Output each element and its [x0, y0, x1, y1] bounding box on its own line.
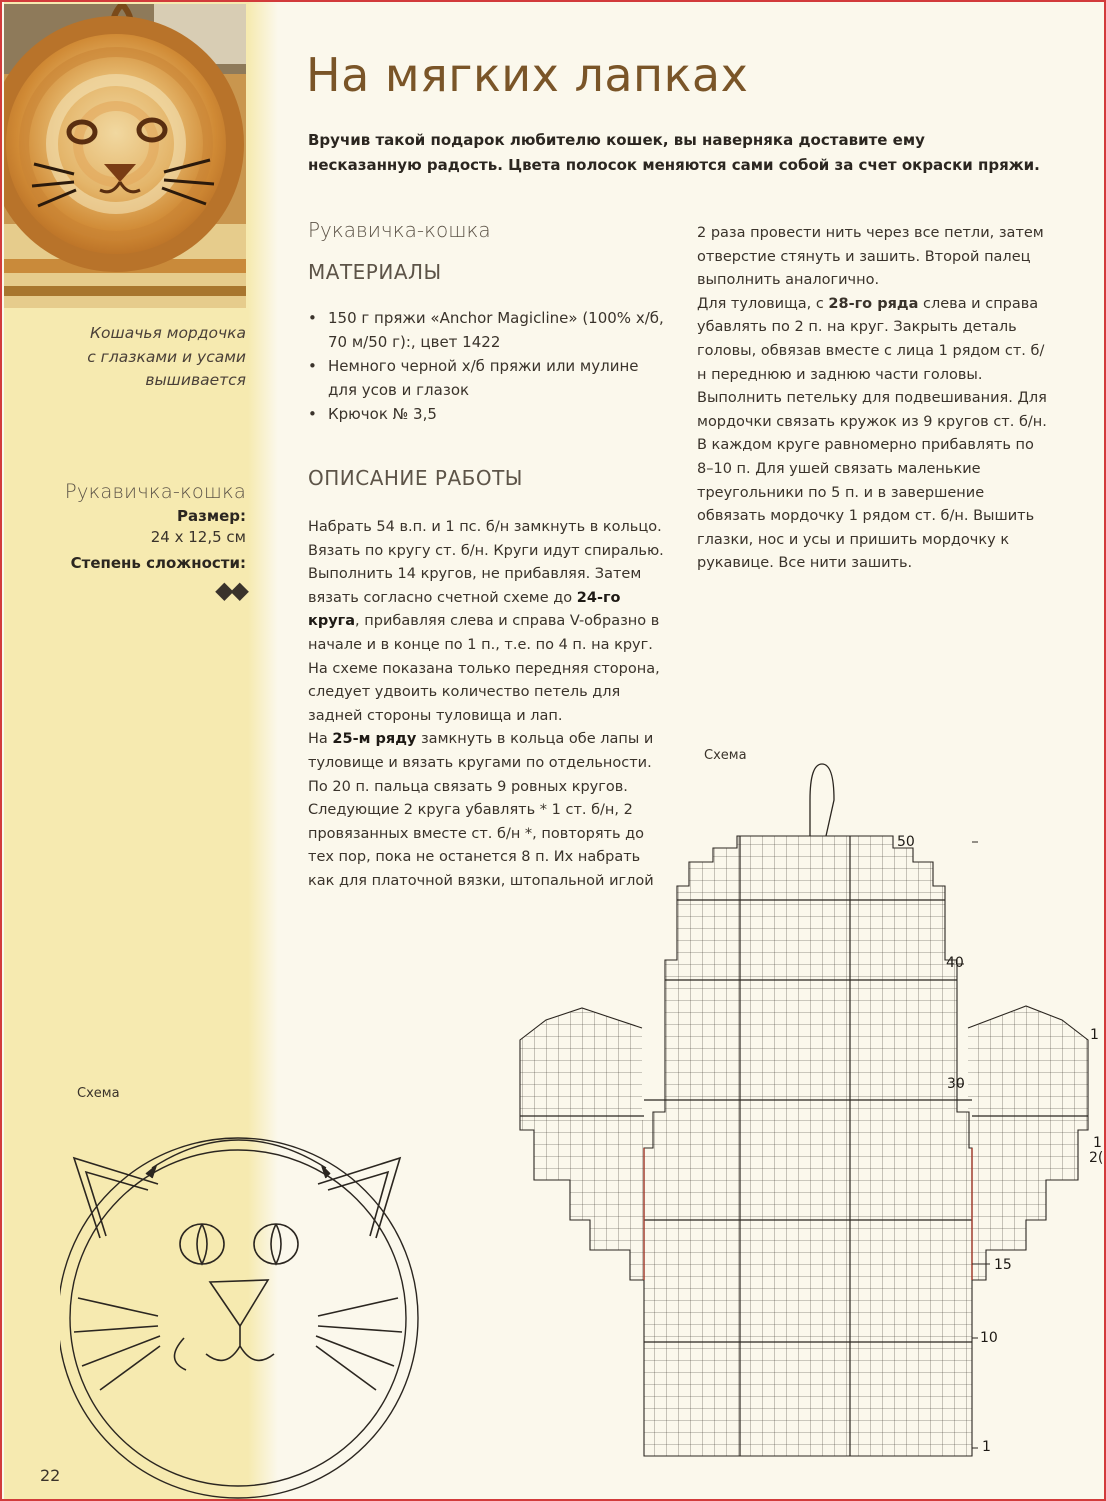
article-column-2 — [697, 222, 1049, 576]
text-run: слева и справа убавлять по 2 п. на круг. Закрыть деталь головы, обвязав вместе с лица 1 рядом ст. б/н переднюю и заднюю части головы. Выполнить петельку для подвешивания. Для мордочки связать кружок из 9 кругов ст. б/н. В каждом круге равномерно прибавлять по 8–10 п. Для ушей связать маленькие треугольники по 5 п. и в завершение обвязать мордочку 1 рядом ст. б/н. Вышить глазки, нос и усы и пришить мордочку к рукавице. Все нити зашить. — [697, 295, 1047, 572]
difficulty-diamonds: ◆◆ — [215, 576, 246, 604]
text-run: замкнуть в кольца обе лапы и туловище и вязать кругами по отдельности. По 20 п. пальца связать 9 ровных кругов. Следующие 2 круга убавлять * 1 ст. б/н, 2 провязанных вместе ст. б/н *, повторять до тех пор, пока не останется 8 п. Их набрать как для платочной вязки, штопальной иглой — [308, 731, 654, 889]
caption-line: вышивается — [145, 371, 246, 389]
continued-paragraph: 2 раза провести нить через все петли, затем отверстие стянуть и зашить. Второй палец выполнить аналогично. — [697, 225, 1044, 289]
size-value: 24 х 12,5 см — [150, 528, 246, 546]
materials-list — [308, 306, 664, 426]
cat-mitten-photo — [4, 4, 246, 308]
difficulty-label: Степень сложности: — [70, 554, 246, 572]
bold-run: 28-го ряда — [828, 295, 919, 312]
work-paragraph — [308, 516, 664, 728]
size-label: Размер: — [176, 507, 246, 525]
body-paragraph — [697, 293, 1049, 576]
cat-face-scheme — [60, 1120, 420, 1500]
mitten-grid-scheme — [510, 760, 1106, 1480]
bold-run: 24-го круга — [308, 589, 621, 630]
row-mark-40: 40 — [946, 955, 964, 971]
work-heading: ОПИСАНИЕ РАБОТЫ — [308, 466, 523, 490]
row-mark-30: 30 — [947, 1076, 965, 1092]
row-mark-10: 10 — [980, 1330, 998, 1346]
text-run: , прибавляя слева и справа V-образно в начале и в конце по 1 п., т.е. по 4 п. на круг. На схеме показана только передняя сторона, следует удвоить количество петель для задней стороны туловища и лап. — [308, 613, 660, 724]
materials-heading: МАТЕРИАЛЫ — [308, 260, 442, 284]
list-item: • Немного черной х/б пряжи или мулине для усов и глазок — [308, 354, 664, 402]
page-title: На мягких лапках — [306, 48, 749, 102]
caption-line: с глазками и усами — [87, 347, 246, 366]
row-mark-edge: 1 — [1093, 1135, 1102, 1151]
text-run: Набрать 54 в.п. и 1 пс. б/н замкнуть в кольцо. Вязать по кругу ст. б/н. Круги идут спиралью. Выполнить 14 кругов, не прибавляя. Затем вязать согласно счетной схеме до — [308, 519, 664, 606]
caption-line: Кошачья мордочка — [90, 324, 246, 342]
photo-caption — [20, 322, 246, 393]
list-item: • 150 г пряжи «Anchor Magicline» (100% х/б, 70 м/50 г):, цвет 1422 — [308, 306, 664, 354]
page-number: 22 — [40, 1466, 61, 1485]
project-info — [20, 480, 246, 604]
article-subtitle: Рукавичка-кошка — [308, 218, 491, 242]
intro-text: Вручив такой подарок любителю кошек, вы наверняка доставите ему несказанную радость. Цвета полосок меняются сами собой за счет окраски пряжи. — [308, 131, 1040, 174]
face-scheme-label: Схема — [77, 1086, 120, 1101]
text-run: На — [308, 731, 333, 748]
mitten-scheme-label: Схема — [704, 748, 747, 763]
row-mark-edge: 2( — [1089, 1150, 1104, 1166]
row-mark-15: 15 — [994, 1257, 1012, 1273]
bold-run: 25-м ряду — [332, 731, 417, 748]
project-title: Рукавичка-кошка — [64, 480, 246, 503]
list-item: • Крючок № 3,5 — [308, 402, 664, 426]
text-run: Для туловища, с — [697, 295, 829, 312]
row-mark-50: 50 — [897, 834, 915, 850]
row-mark-edge: 1 — [1090, 1027, 1099, 1043]
row-mark-1: 1 — [982, 1439, 991, 1455]
